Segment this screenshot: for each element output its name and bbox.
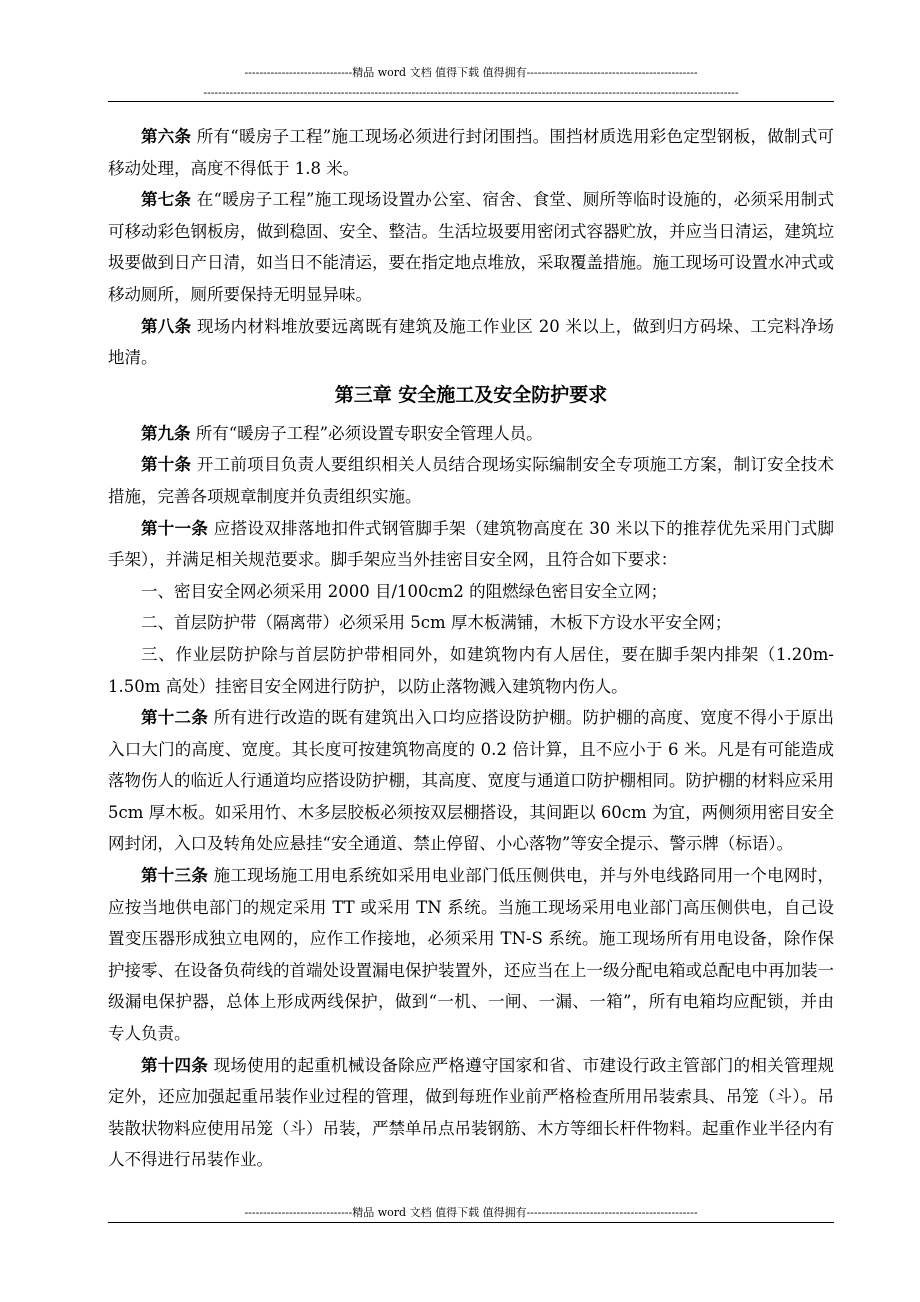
article-8	[108, 311, 834, 374]
article-text: 在“暖房子工程”施工现场设置办公室、宿舍、食堂、厕所等临时设施的，必须采用制式可移动彩色钢板房，做到稳固、安全、整洁。生活垃圾要用密闭式容器贮放，并应当日清运，建筑垃圾要做到日产日清，如当日不能清运，要在指定地点堆放，采取覆盖措施。施工现场可设置水冲式或移动厕所，厕所要保持无明显异味。	[108, 190, 834, 304]
article-label: 第十四条	[141, 1055, 209, 1075]
article-label: 第七条	[141, 190, 192, 210]
article-label: 第十一条	[141, 518, 209, 538]
article-text: 应搭设双排落地扣件式钢管脚手架（建筑物高度在 30 米以下的推荐优先采用门式脚手架），并满足相关规范要求。脚手架应当外挂密目安全网，且符合如下要求：	[108, 518, 835, 570]
article-text: 现场使用的起重机械设备除应严格遵守国家和省、市建设行政主管部门的相关管理规定外，还应加强起重吊装作业过程的管理，做到每班作业前严格检查所用吊装索具、吊笼（斗）。吊装散状物料应使用吊笼（斗）吊装，严禁单吊点吊装钢筋、木方等细长杆件物料。起重作业半径内有人不得进行吊装作业。	[108, 1055, 835, 1170]
article-7	[108, 184, 834, 310]
footer-banner: -----------------------------精品 word 文档 值得下载 值得拥有----------------------------------------------	[244, 1206, 698, 1219]
article-12	[108, 702, 834, 860]
article-label: 第十条	[141, 455, 192, 475]
article-text: 开工前项目负责人要组织相关人员结合现场实际编制安全专项施工方案，制订安全技术措施，完善各项规章制度并负责组织实施。	[108, 455, 834, 506]
footer-rule	[108, 1222, 834, 1223]
article-text: 所有“暖房子工程”必须设置专职安全管理人员。	[190, 423, 543, 443]
header-dash-line: ------------------------------------------------------------------------------------------------------------------------------------------------	[203, 86, 739, 99]
article-11	[108, 513, 834, 576]
article-text: 所有进行改造的既有建筑出入口均应搭设防护棚。防护棚的高度、宽度不得小于原出入口大门的高度、宽度。其长度可按建筑物高度的 0.2 倍计算，且不应小于 6 米。凡是有可能造成落物伤人的临近人行通道均应搭设防护棚，其高度、宽度与通道口防护棚相同。防护棚的材料应采用 5cm 厚木板。如采用竹、木多层胶板必须按双层棚搭设，其间距以 60cm 为宜，两侧须用密目安全网封闭，入口及转角处应悬挂“安全通道、禁止停留、小心落物”等安全提示、警示牌（标语）。	[108, 708, 835, 854]
article-13	[108, 860, 834, 1050]
header-rule	[108, 101, 834, 102]
article-label: 第八条	[141, 316, 192, 336]
article-label: 第十三条	[141, 866, 209, 886]
article-10	[108, 449, 834, 512]
article-text: 所有“暖房子工程”施工现场必须进行封闭围挡。围挡材质选用彩色定型钢板，做制式可移动处理，高度不得低于 1.8 米。	[108, 127, 834, 178]
chapter-heading: 第三章 安全施工及安全防护要求	[334, 383, 608, 406]
article-text: 现场内材料堆放要远离既有建筑及施工作业区 20 米以上，做到归方码垛、工完料净场地清。	[108, 316, 834, 368]
document-body	[108, 121, 834, 1176]
article-label: 第九条	[141, 423, 191, 443]
article-6	[108, 121, 834, 184]
article-11-item-2: 二、首层防护带（隔离带）必须采用 5cm 厚木板满铺，木板下方设水平安全网；	[141, 613, 732, 633]
article-label: 第十二条	[141, 708, 209, 728]
article-11-item-1: 一、密目安全网必须采用 2000 目/100cm2 的阻燃绿色密目安全立网；	[141, 581, 668, 601]
article-11-item-3: 三、作业层防护除与首层防护带相同外，如建筑物内有人居住，要在脚手架内排架（1.20m-1.50m 高处）挂密目安全网进行防护，以防止落物溅入建筑物内伤人。	[108, 644, 834, 696]
article-9	[108, 418, 834, 450]
article-label: 第六条	[141, 127, 192, 146]
article-14	[108, 1050, 834, 1176]
header-banner: -----------------------------精品 word 文档 值得下载 值得拥有----------------------------------------------	[244, 66, 698, 79]
article-text: 施工现场施工用电系统如采用电业部门低压侧供电，并与外电线路同用一个电网时，应按当地供电部门的规定采用 TT 或采用 TN 系统。当施工现场采用电业部门高压侧供电，自己设置变压器形成独立电网的，应作工作接地，必须采用 TN-S 系统。施工现场所有用电设备，除作保护接零、在设备负荷线的首端处设置漏电保护装置外，还应当在上一级分配电箱或总配电中再加装一级漏电保护器，总体上形成两线保护，做到“一机、一闸、一漏、一箱”，所有电箱均应配锁，并由专人负责。	[108, 866, 835, 1044]
